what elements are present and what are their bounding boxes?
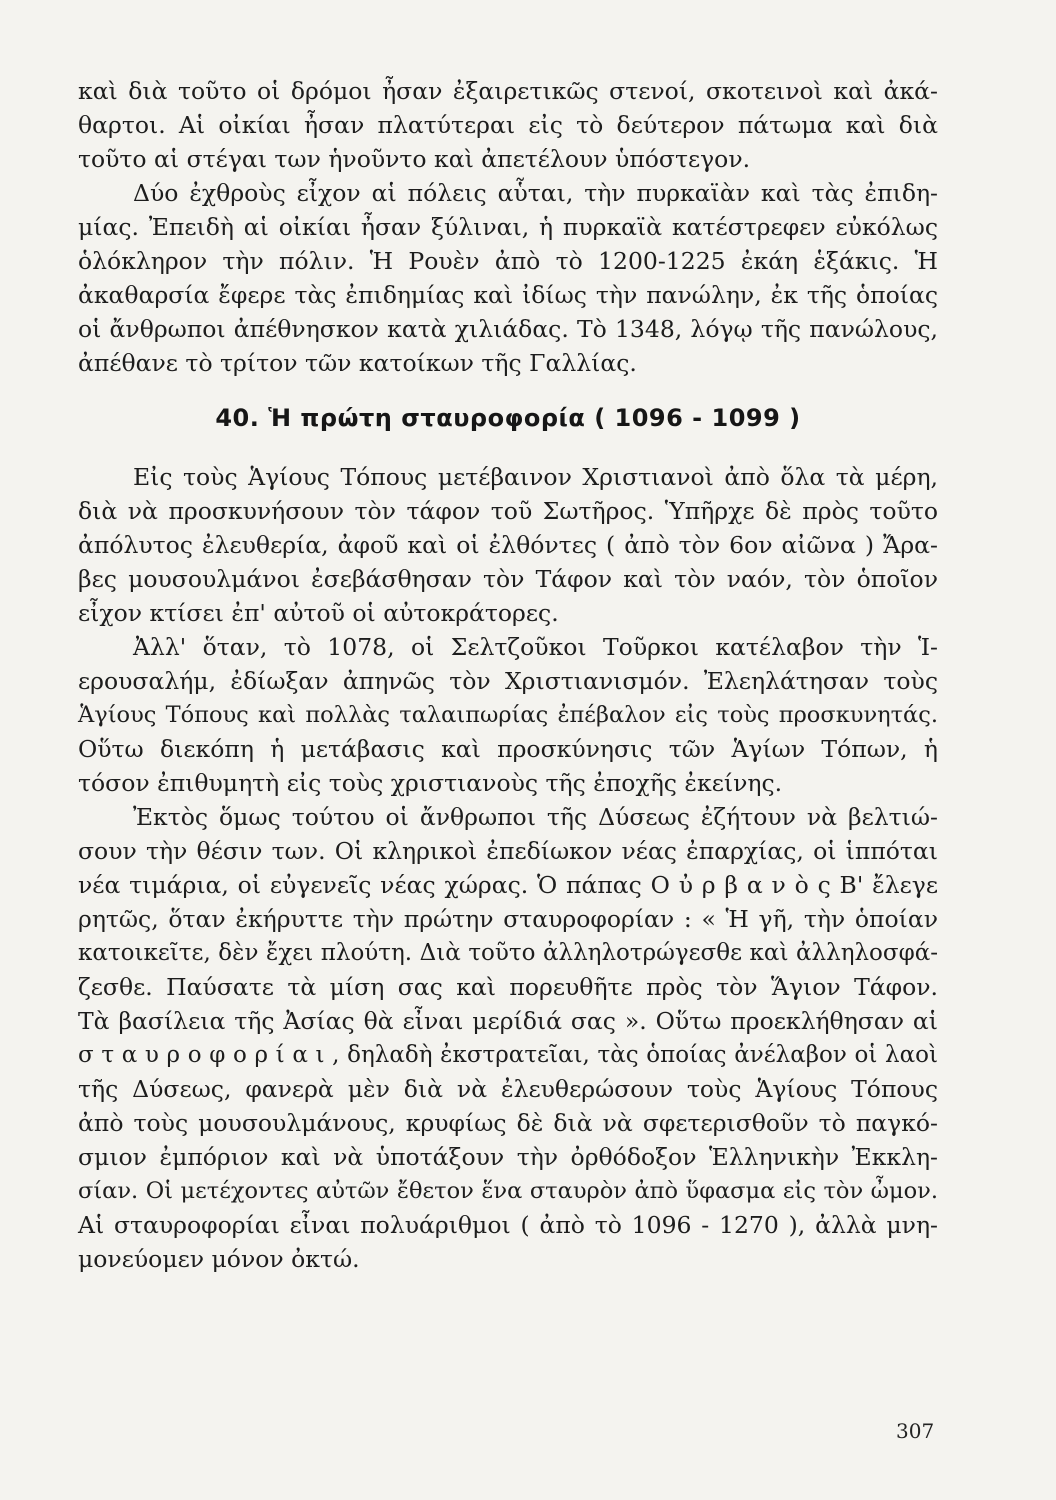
- page-body: [78, 74, 938, 1276]
- text-line: Ἐκτὸς ὅμως τούτου οἱ ἄνθρωποι τῆς Δύσεως ἐζήτουν νὰ βελτιώ-: [133, 803, 938, 831]
- section-heading: 40. Ἡ πρώτη σταυροφορία ( 1096 - 1099 ): [215, 404, 801, 432]
- text-line: κατοικεῖτε, δὲν ἔχει πλούτη. Διὰ τοῦτο ἀλληλοτρώγεσθε καὶ ἀλληλοσφά-: [78, 940, 938, 966]
- text-line: νέα τιμάρια, οἱ εὐγενεῖς νέας χώρας. Ὁ πάπας Ο ὐ ρ β α ν ὸ ς Β' ἔλεγε: [78, 871, 938, 899]
- text-line: Αἱ σταυροφορίαι εἶναι πολυάριθμοι ( ἀπὸ τὸ 1096 - 1270 ), ἀλλὰ μνη-: [78, 1211, 938, 1239]
- text-line: Ἁγίους Τόπους καὶ πολλὰς ταλαιπωρίας ἐπέβαλον εἰς τοὺς προσκυνητάς.: [78, 702, 938, 728]
- text-line: μίας. Ἐπειδὴ αἱ οἰκίαι ἦσαν ξύλιναι, ἡ πυρκαϊὰ κατέστρεφεν εὐκόλως: [78, 213, 938, 241]
- paragraph-crusade-motives: [78, 800, 938, 1276]
- paragraph-holy-places: [78, 460, 938, 630]
- text-line: τῆς Δύσεως, φανερὰ μὲν διὰ νὰ ἐλευθερώσουν τοὺς Ἁγίους Τόπους: [78, 1075, 938, 1103]
- text-line: σ τ α υ ρ ο φ ο ρ ί α ι , δηλαδὴ ἐκστρατεῖαι, τὰς ὁποίας ἀνέλαβον οἱ λαοὶ: [78, 1042, 938, 1068]
- paragraph-city-description: [78, 74, 938, 176]
- text-line: Τὰ βασίλεια τῆς Ἀσίας θὰ εἶναι μερίδιά σας ». Οὕτω προεκλήθησαν αἱ: [78, 1007, 938, 1035]
- text-line: ρητῶς, ὅταν ἐκήρυττε τὴν πρώτην σταυροφορίαν : « Ἡ γῆ, τὴν ὁποίαν: [78, 905, 938, 933]
- text-line: σίαν. Οἱ μετέχοντες αὐτῶν ἔθετον ἕνα σταυρὸν ἀπὸ ὕφασμα εἰς τὸν ὦμον.: [78, 1178, 938, 1204]
- text-line: μονεύομεν μόνον ὀκτώ.: [78, 1245, 360, 1273]
- text-line: Δύο ἐχθροὺς εἶχον αἱ πόλεις αὗται, τὴν πυρκαϊὰν καὶ τὰς ἐπιδη-: [133, 179, 938, 207]
- text-line: ερουσαλήμ, ἐδίωξαν ἀπηνῶς τὸν Χριστιανισμόν. Ἐλεηλάτησαν τοὺς: [78, 667, 938, 695]
- text-line: σμιον ἐμπόριον καὶ νὰ ὑποτάξουν τὴν ὀρθόδοξον Ἑλληνικὴν Ἐκκλη-: [78, 1143, 938, 1171]
- text-line: Εἰς τοὺς Ἁγίους Τόπους μετέβαινον Χριστιανοὶ ἀπὸ ὅλα τὰ μέρη,: [133, 463, 938, 491]
- text-line: τόσον ἐπιθυμητὴ εἰς τοὺς χριστιανοὺς τῆς ἐποχῆς ἐκείνης.: [78, 769, 783, 797]
- text-line: σουν τὴν θέσιν των. Οἱ κληρικοὶ ἐπεδίωκον νέας ἐπαρχίας, οἱ ἱππόται: [78, 837, 938, 865]
- text-line: ὁλόκληρον τὴν πόλιν. Ἡ Ρουὲν ἀπὸ τὸ 1200-1225 ἐκάη ἑξάκις. Ἡ: [78, 247, 938, 275]
- text-line: εἶχον κτίσει ἐπ' αὐτοῦ οἱ αὐτοκράτορες.: [78, 599, 559, 627]
- text-line: διὰ νὰ προσκυνήσουν τὸν τάφον τοῦ Σωτῆρος. Ὑπῆρχε δὲ πρὸς τοῦτο: [78, 497, 938, 525]
- text-line: ἀκαθαρσία ἔφερε τὰς ἐπιδημίας καὶ ἰδίως τὴν πανώλην, ἐκ τῆς ὁποίας: [78, 281, 938, 309]
- text-line: ζεσθε. Παύσατε τὰ μίση σας καὶ πορευθῆτε πρὸς τὸν Ἅγιον Τάφον.: [78, 973, 938, 1001]
- text-line: θαρτοι. Αἱ οἰκίαι ἦσαν πλατύτεραι εἰς τὸ δεύτερον πάτωμα καὶ διὰ: [78, 111, 938, 139]
- text-line: Ἀλλ' ὅταν, τὸ 1078, οἱ Σελτζοῦκοι Τοῦρκοι κατέλαβον τὴν Ἱ-: [133, 633, 938, 661]
- text-line: οἱ ἄνθρωποι ἀπέθνησκον κατὰ χιλιάδας. Τὸ 1348, λόγῳ τῆς πανώλους,: [78, 315, 938, 343]
- text-line: ἀπέθανε τὸ τρίτον τῶν κατοίκων τῆς Γαλλίας.: [78, 349, 637, 377]
- text-line: Οὕτω διεκόπη ἡ μετάβασις καὶ προσκύνησις τῶν Ἁγίων Τόπων, ἡ: [78, 735, 938, 763]
- text-line: ἀπόλυτος ἐλευθερία, ἀφοῦ καὶ οἱ ἐλθόντες ( ἀπὸ τὸν 6ον αἰῶνα ) Ἄρα-: [78, 531, 938, 559]
- text-line: ἀπὸ τοὺς μουσουλμάνους, κρυφίως δὲ διὰ νὰ σφετερισθοῦν τὸ παγκό-: [78, 1109, 938, 1137]
- paragraph-seljuk-turks: [78, 630, 938, 800]
- text-line: καὶ διὰ τοῦτο οἱ δρόμοι ἦσαν ἐξαιρετικῶς στενοί, σκοτεινοὶ καὶ ἀκά-: [78, 77, 938, 105]
- page-number: 307: [896, 1419, 935, 1443]
- text-line: τοῦτο αἱ στέγαι των ἡνοῦντο καὶ ἀπετέλουν ὑπόστεγον.: [78, 145, 751, 173]
- paragraph-fire-and-plague: [78, 176, 938, 380]
- text-line: βες μουσουλμάνοι ἐσεβάσθησαν τὸν Τάφον καὶ τὸν ναόν, τὸν ὁποῖον: [78, 565, 938, 593]
